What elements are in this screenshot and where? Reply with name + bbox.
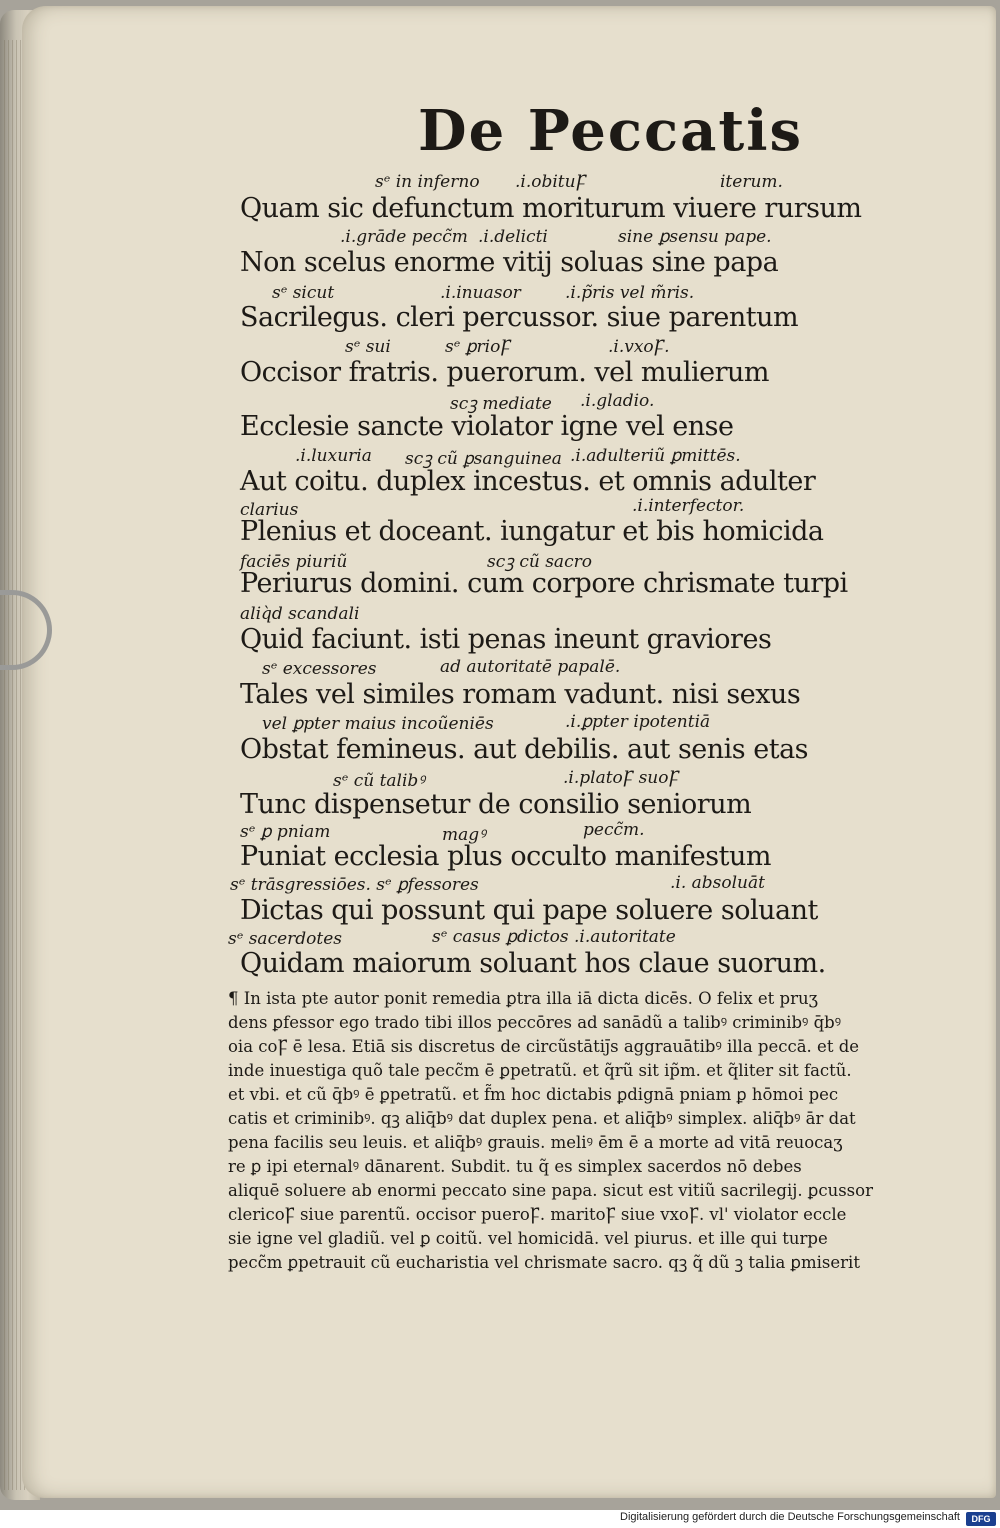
commentary-line: re ꝑ ipi eternalꝰ dānarent. Subdit. tu q̃ es simplex sacerdos nō debes <box>228 1157 802 1176</box>
commentary-line: pecc̃m ꝑpetrauit cũ eucharistia vel chrismate sacro. qꝫ q̃ dũ ꝫ talia ꝑmiserit <box>228 1253 860 1272</box>
gloss: sine ꝑsensu pape. <box>618 227 772 247</box>
verse-line: Quid faciunt. isti penas ineunt graviores <box>240 624 772 655</box>
verse-line: Quam sic defunctum moriturum viuere rursum <box>240 193 862 224</box>
verse-line: Periurus domini. cum corpore chrismate turpi <box>240 568 848 599</box>
gloss: sᵉ sicut <box>272 283 335 303</box>
gloss: sᵉ sacerdotes <box>228 929 343 949</box>
verse-line: Sacrilegus. cleri percussor. siue parentum <box>240 302 799 333</box>
commentary-line: catis et criminibꝰ. qꝫ aliq̄bꝰ dat duplex pena. et aliq̄bꝰ simplex. aliq̄bꝰ ār dat <box>228 1109 856 1128</box>
gloss: .i.adulteriũ ꝑmittēs. <box>570 446 741 466</box>
gloss: sᵉ excessores <box>262 659 377 679</box>
verse-line: Puniat ecclesia plus occulto manifestum <box>240 841 771 872</box>
gloss: .i.platoꝻ suoꝻ <box>563 768 679 788</box>
verse-line: Occisor fratris. puerorum. vel mulierum <box>240 357 769 388</box>
gloss: .i.vxoꝻ. <box>608 337 670 357</box>
commentary-line: et vbi. et cũ q̄bꝰ ē ꝑpetratũ. et f̃m hoc dictabis ꝑdignā pniam ꝑ hōmoi pec <box>228 1085 839 1104</box>
dfg-logo: DFG <box>966 1512 996 1526</box>
commentary-line: pena facilis seu leuis. et aliq̄bꝰ grauis. meliꝰ ēm ē a morte ad vitā reuocaʒ <box>228 1133 843 1152</box>
funding-credit: Digitalisierung gefördert durch die Deutsche Forschungsgemeinschaft <box>620 1511 960 1523</box>
verse-line: Plenius et doceant. iungatur et bis homicida <box>240 516 824 547</box>
gloss: .i.delicti <box>478 227 548 247</box>
gloss: .i.inuasor <box>440 283 521 303</box>
commentary-line: sie igne vel gladiũ. vel ꝑ coitũ. vel homicidā. vel piurus. et ille qui turpe <box>228 1229 828 1248</box>
gloss: .i.p̃ris vel m̃ris. <box>565 283 695 303</box>
verse-line: Dictas qui possunt qui pape soluere soluant <box>240 895 818 926</box>
gloss: sᵉ cũ talibꝰ <box>333 771 425 791</box>
gloss: .i.obituꝻ <box>515 172 586 192</box>
gloss: vel ꝑpter maius incoũeniēs <box>262 714 494 734</box>
gloss: sᵉ trāsgressiōes. sᵉ ꝑfessores <box>230 875 479 895</box>
gloss: .i.grāde pecc̃m <box>340 227 468 247</box>
gloss: .i.ꝑpter ipotentiā <box>565 712 711 732</box>
gloss: .i.gladio. <box>580 391 655 411</box>
verse-line: Ecclesie sancte violator igne vel ense <box>240 411 734 442</box>
gloss: faciēs piuriũ <box>240 552 348 572</box>
commentary-line: inde inuestiga quõ tale pecc̃m ē ꝑpetratũ. et q̃rũ sit ip̃m. et q̃liter sit factũ. <box>228 1061 852 1080</box>
gloss: aliq̀d scandali <box>240 604 360 624</box>
commentary-line: aliquē soluere ab enormi peccato sine papa. sicut est vitiũ sacrilegij. ꝑcussor <box>228 1181 873 1200</box>
gloss: iterum. <box>720 172 783 192</box>
commentary-line: clericoꝻ siue parentũ. occisor pueroꝻ. maritoꝻ siue vxoꝻ. vl' violator eccle <box>228 1205 847 1224</box>
gloss: pecc̃m. <box>583 820 645 840</box>
gloss: sᵉ casus ꝑdictos .i.autoritate <box>432 927 676 947</box>
verse-line: Tales vel similes romam vadunt. nisi sexus <box>240 679 801 710</box>
gloss: sᵉ ꝑ pniam <box>240 822 331 842</box>
commentary-line: dens ꝑfessor ego trado tibi illos peccōres ad sanādũ a talibꝰ criminibꝰ q̄bꝰ <box>228 1013 842 1032</box>
gloss: ad autoritatē papalē. <box>440 657 621 677</box>
gloss: scꝫ mediate <box>450 394 552 414</box>
commentary-line: ¶ In ista pte autor ponit remedia ꝑtra illa iā dicta dicēs. O felix et pruʒ <box>228 989 818 1008</box>
gloss: sᵉ sui <box>345 337 391 357</box>
gloss: .i.luxuria <box>295 446 372 466</box>
page-title: De Peccatis <box>418 98 804 164</box>
gloss: .i.interfector. <box>632 496 745 516</box>
gloss: sᵉ ꝑrioꝻ <box>445 337 511 357</box>
gloss: sᵉ in inferno <box>375 172 480 192</box>
gloss: scꝫ cũ sacro <box>487 552 592 572</box>
gloss: clarius <box>240 500 299 520</box>
verse-line: Tunc dispensetur de consilio seniorum <box>240 789 752 820</box>
verse-line: Non scelus enorme vitij soluas sine papa <box>240 247 779 278</box>
gloss: scꝫ cũ ꝑsanguinea <box>405 449 562 469</box>
verse-line: Aut coitu. duplex incestus. et omnis adulter <box>240 466 816 497</box>
gloss: .i. absoluāt <box>670 873 765 893</box>
commentary-line: oia coꝻ ē lesa. Etiā sis discretus de circũstātij̄s aggrauātibꝰ illa peccā. et de <box>228 1037 860 1056</box>
gloss: magꝰ <box>442 825 486 845</box>
verse-line: Obstat femineus. aut debilis. aut senis etas <box>240 734 809 765</box>
verse-line: Quidam maiorum soluant hos claue suorum. <box>240 948 826 979</box>
